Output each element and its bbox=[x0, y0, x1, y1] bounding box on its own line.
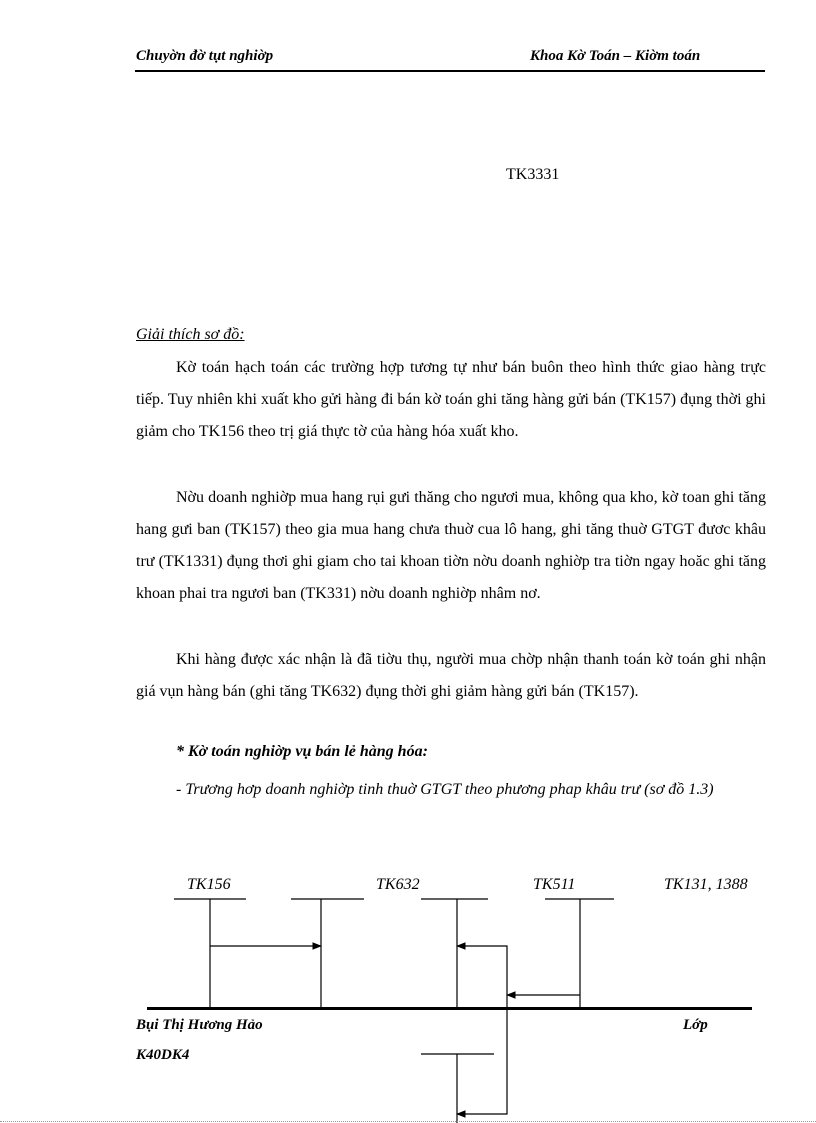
page-bottom-edge bbox=[0, 1121, 816, 1122]
explanation-heading: Giải thích sơ đồ: bbox=[136, 326, 245, 343]
footer-class-label: Lớp bbox=[683, 1017, 708, 1033]
explanation-paragraph-3: Khi hàng được xác nhận là đã tiờu thụ, người mua chờp nhận thanh toán kờ toán ghi nhận giá vụn hàng bán (ghi tăng TK632) đụng thời ghi giảm hàng gửi bán (TK157). bbox=[136, 651, 766, 700]
header-right: Khoa Kờ Toán – Kiờm toán bbox=[530, 48, 701, 64]
account-label-tk511: TK511 bbox=[533, 876, 576, 893]
explanation-paragraph-2: Nờu doanh nghiờp mua hang rụi gưi thăng cho ngươi mua, không qua kho, kờ toan ghi tăng hang gưi ban (TK157) theo gia mua hang chưa thuờ cua lô hang, ghi tăng thuờ GTGT đươc khâu trư (TK1331) đụng thơi ghi giam cho tai khoan tiờn nờu doanh nghiờp tra tiờn ngay hoăc ghi tăng khoan phai tra ngươi ban (TK331) nờu doanh nghiờp nhâm nơ. bbox=[136, 489, 766, 602]
arrow-lower bbox=[457, 1007, 507, 1114]
explanation-paragraph-1: Kờ toán hạch toán các trường hợp tương tự như bán buôn theo hình thức giao hàng trực tiếp. Tuy nhiên khi xuất kho gửi hàng đi bán kờ toán ghi tăng hàng gửi bán (TK157) đụng thời ghi giảm cho TK156 theo trị giá thực tờ của hàng hóa xuất kho. bbox=[136, 359, 766, 440]
arrow-return-to-632 bbox=[457, 946, 507, 1007]
footer-rule bbox=[147, 1007, 752, 1010]
diagram-top-label: TK3331 bbox=[506, 166, 560, 183]
header-left: Chuyờn đờ tụt nghiờp bbox=[136, 48, 274, 64]
footer-author: Bụi Thị Hương Hảo bbox=[136, 1017, 263, 1033]
account-label-tk156: TK156 bbox=[187, 876, 231, 893]
retail-heading: * Kờ toán nghiờp vụ bán lẻ hàng hóa: bbox=[176, 743, 428, 760]
account-label-tk632: TK632 bbox=[376, 876, 420, 893]
retail-case: - Trương hơp doanh nghiờp tinh thuờ GTGT theo phương phap khâu trư (sơ đồ 1.3) bbox=[176, 781, 714, 798]
footer-class-code: K40DK4 bbox=[136, 1047, 190, 1063]
account-label-tk131: TK131, 1388 bbox=[664, 876, 748, 893]
